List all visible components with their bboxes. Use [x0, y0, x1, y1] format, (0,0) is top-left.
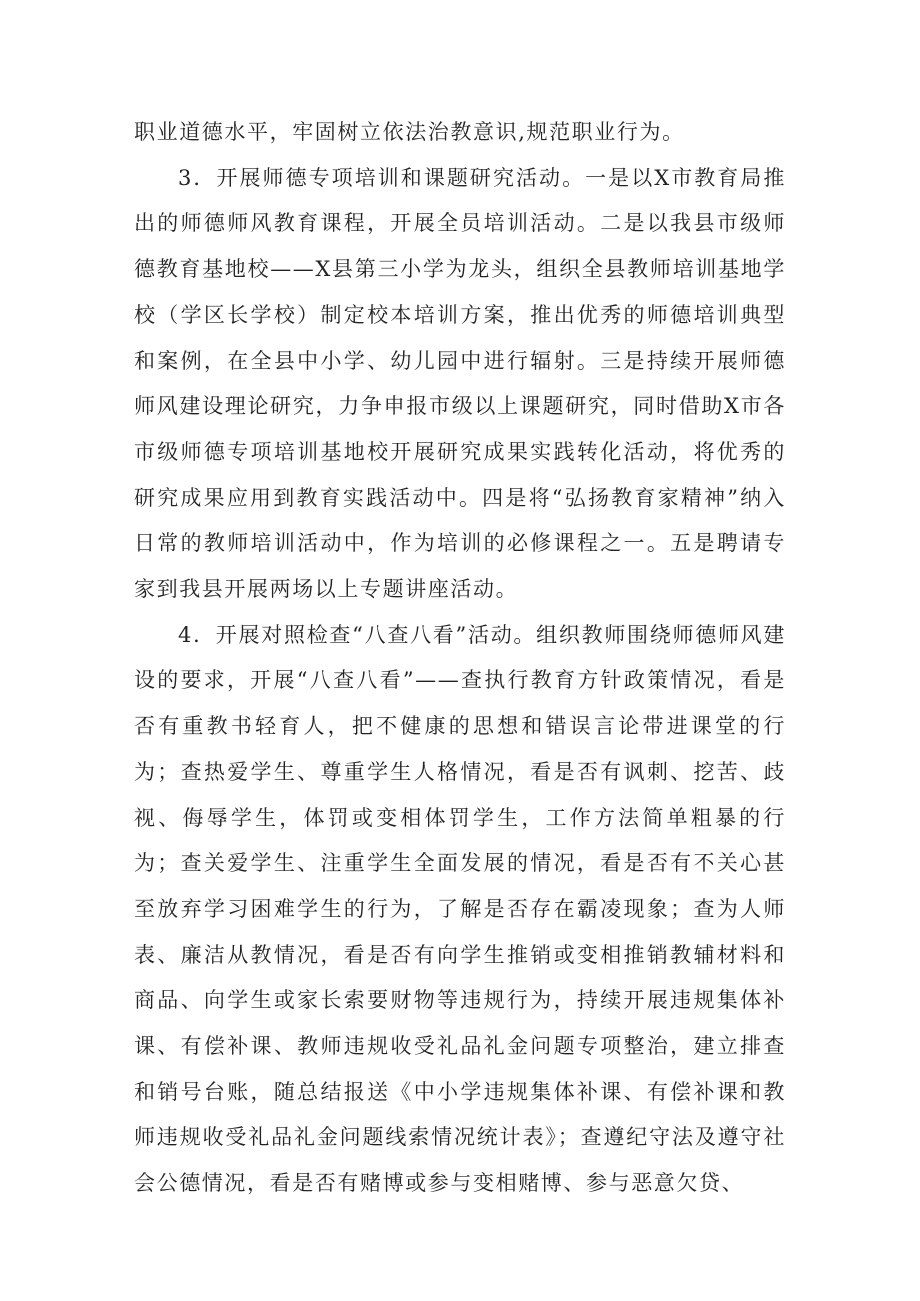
- paragraph-item-4: 4．开展对照检查“八查八看”活动。组织教师围绕师德师风建设的要求，开展“八查八看”——查执行教育方针政策情况，看是否有重教书轻育人，把不健康的思想和错误言论带进课堂的行为；查热爱学生、尊重学生人格情况，看是否有讽刺、挖苦、歧视、侮辱学生，体罚或变相体罚学生，工作方法简单粗暴的行为；查关爱学生、注重学生全面发展的情况，看是否有不关心甚至放弃学习困难学生的行为，了解是否存在霸凌现象；查为人师表、廉洁从教情况，看是否有向学生推销或变相推销教辅材料和商品、向学生或家长索要财物等违规行为，持续开展违规集体补课、有偿补课、教师违规收受礼品礼金问题专项整治，建立排查和销号台账，随总结报送《中小学违规集体补课、有偿补课和教师违规收受礼品礼金问题线索情况统计表》；查遵纪守法及遵守社会公德情况，看是否有赌博或参与变相赌博、参与恶意欠贷、: [134, 622, 786, 1196]
- paragraph-continuation: 职业道德水平，牢固树立依法治教意识,规范职业行为。: [134, 120, 685, 144]
- document-body: [134, 110, 786, 1207]
- paragraph-item-3: 3．开展师德专项培训和课题研究活动。一是以X市教育局推出的师德师风教育课程，开展全员培训活动。二是以我县市级师德教育基地校——X县第三小学为龙头，组织全县教师培训基地学校（学区长学校）制定校本培训方案，推出优秀的师德培训典型和案例，在全县中小学、幼儿园中进行辐射。三是持续开展师德师风建设理论研究，力争申报市级以上课题研究，同时借助X市各市级师德专项培训基地校开展研究成果实践转化活动，将优秀的研究成果应用到教育实践活动中。四是将“弘扬教育家精神”纳入日常的教师培训活动中，作为培训的必修课程之一。五是聘请专家到我县开展两场以上专题讲座活动。: [134, 165, 786, 602]
